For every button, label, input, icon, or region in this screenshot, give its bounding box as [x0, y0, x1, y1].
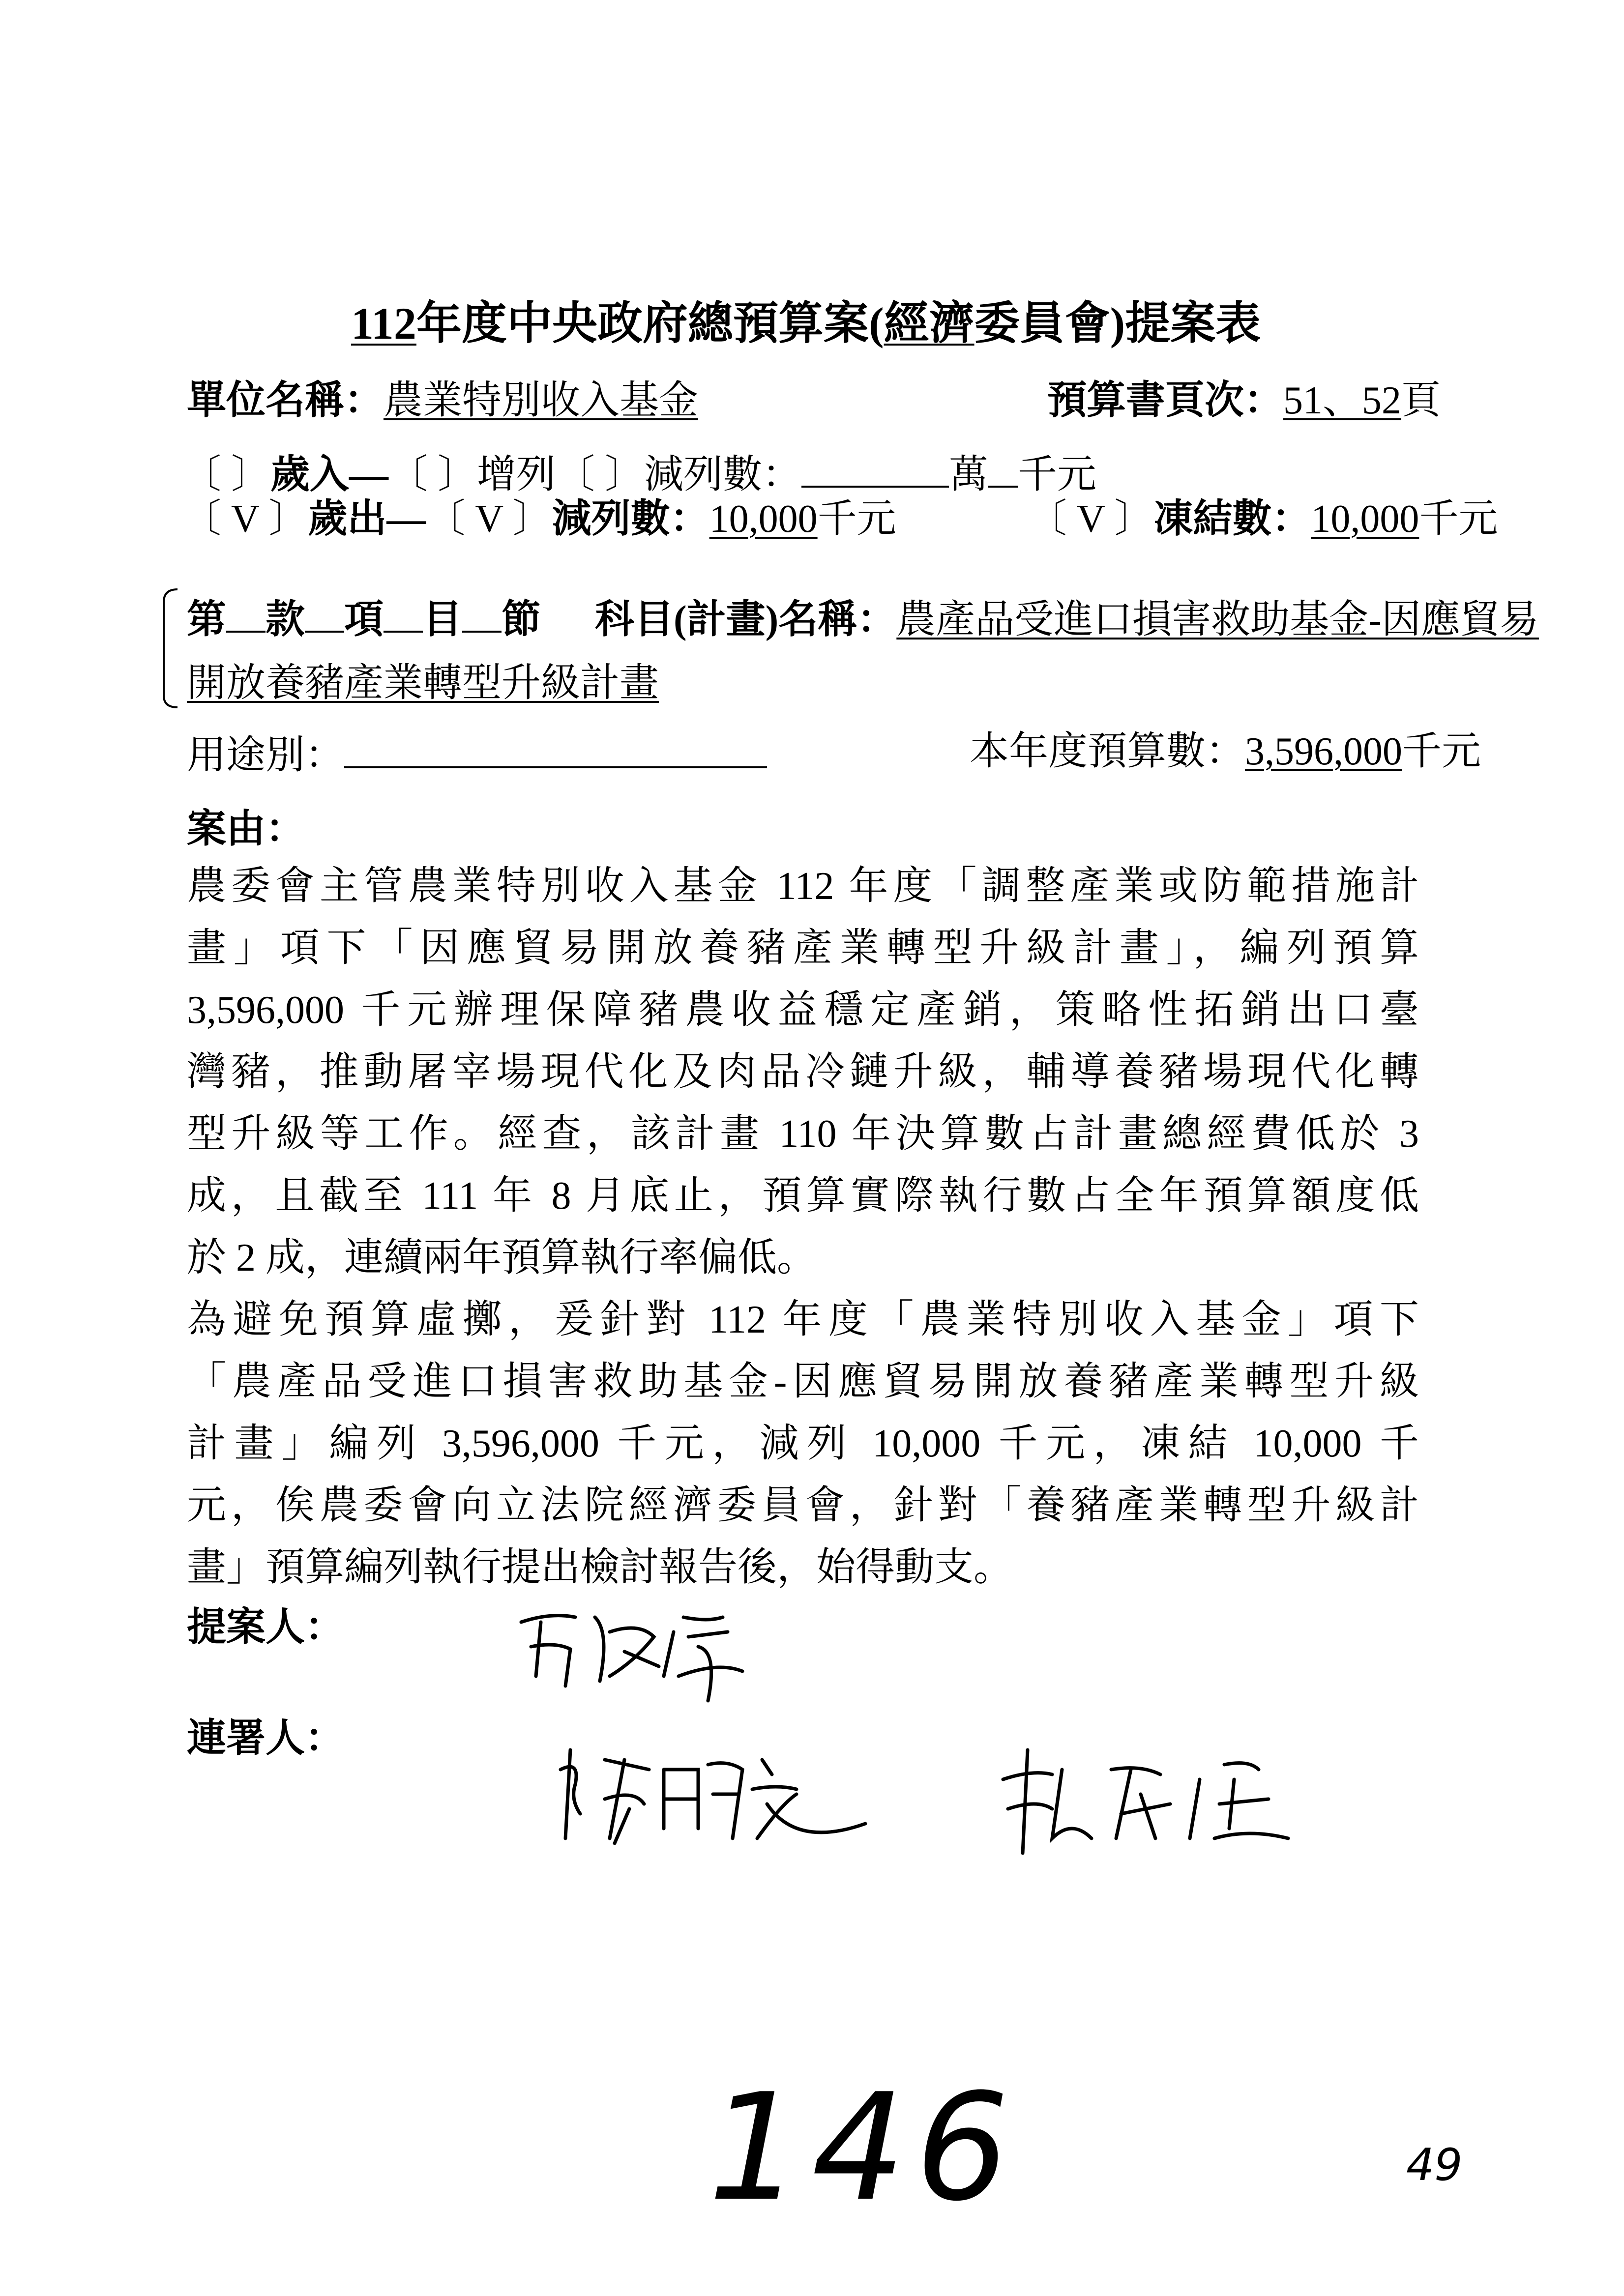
title-committee: 經濟: [884, 298, 974, 349]
proposer-signature: [511, 1602, 767, 1730]
usage-blank: [344, 732, 767, 768]
subject-di: 第: [187, 598, 226, 641]
proposer-label: 提案人：: [187, 1606, 344, 1649]
annual-budget-unit: 千元: [1402, 730, 1481, 773]
subject-bracket: [160, 587, 179, 710]
expense-decrease-checkbox: 〔 V 〕: [426, 497, 552, 541]
reason-line: 於 2 成，連續兩年預算執行率偏低。: [187, 1236, 816, 1279]
reason-line: 灣豬，推動屠宰場現代化及肉品冷鏈升級，輔導養豬場現代化轉: [187, 1050, 1419, 1094]
budget-page-field: [1047, 381, 1441, 420]
subject-row-2: [187, 664, 659, 703]
revenue-row: [182, 451, 1096, 494]
reason-line: 3,596,000 千元辦理保障豬農收益穩定產銷，策略性拓銷出口臺: [187, 988, 1419, 1032]
freeze-field: [1028, 499, 1498, 539]
subject-label: 科目(計畫)名稱：: [595, 598, 897, 641]
wan-label: 萬: [949, 453, 988, 496]
subject-value-line1: 農產品受進口損害救助基金-因應貿易: [896, 598, 1539, 641]
handwritten-page-number: 49: [1406, 2139, 1463, 2191]
subject-row: [187, 596, 1539, 639]
reason-label: 案由：: [187, 808, 305, 851]
unit-value: 農業特別收入基金: [384, 379, 698, 422]
decrease-label: 減列數：: [644, 453, 801, 496]
reason-line: 為避免預算虛擲，爰針對 112 年度「農業特別收入基金」項下: [187, 1298, 1419, 1341]
unit-label: 單位名稱：: [187, 379, 384, 422]
increase-checkbox: 〔 〕: [388, 453, 477, 496]
subject-xiang: 項: [344, 598, 384, 641]
increase-label: 增列: [477, 453, 556, 496]
expense-label: 歲出—: [308, 497, 426, 541]
expense-decrease-value: 10,000: [709, 497, 818, 541]
subject-kuan: 款: [266, 598, 305, 641]
wan-blank: [801, 451, 949, 488]
unit-field: [187, 381, 698, 420]
annual-budget-label: 本年度預算數：: [970, 730, 1245, 773]
blank: [305, 596, 344, 633]
annual-budget-value: 3,596,000: [1245, 730, 1402, 773]
annual-budget-field: [970, 732, 1481, 771]
budget-page-suffix: 頁: [1401, 379, 1441, 422]
freeze-checkbox: 〔 V 〕: [1028, 497, 1154, 541]
expense-decrease-label: 減列數：: [552, 497, 709, 541]
reason-line: 元，俟農委會向立法院經濟委員會，針對「養豬產業轉型升級計: [187, 1484, 1419, 1527]
handwritten-page-total: 146: [708, 2062, 1019, 2234]
revenue-label: 歲入—: [270, 453, 388, 496]
cosigner-signature-1: [551, 1740, 885, 1858]
usage-field: [187, 732, 767, 775]
expense-row: [182, 499, 896, 539]
reason-line: 畫」項下「因應貿易開放養豬產業轉型升級計畫」，編列預算: [187, 927, 1419, 970]
budget-page-value: 51、52: [1283, 379, 1401, 422]
expense-decrease-unit: 千元: [817, 497, 896, 541]
title-text: 年度中央政府總預算案(: [416, 298, 884, 349]
blank: [226, 596, 266, 633]
reason-line: 成，且截至 111 年 8 月底止，預算實際執行數占全年預算額度低: [187, 1174, 1419, 1218]
freeze-value: 10,000: [1311, 497, 1419, 541]
title-year: 112: [351, 298, 416, 349]
thousand-blank: [988, 451, 1018, 488]
subject-mu: 目: [423, 598, 462, 641]
budget-page-label: 預算書頁次：: [1047, 379, 1283, 422]
decrease-checkbox: 〔 〕: [556, 453, 644, 496]
freeze-unit: 千元: [1419, 497, 1498, 541]
reason-line: 農委會主管農業特別收入基金 112 年度「調整產業或防範措施計: [187, 865, 1419, 908]
document-title: [351, 298, 1261, 349]
revenue-unit: 千元: [1018, 453, 1096, 496]
reason-line: 畫」預算編列執行提出檢討報告後，始得動支。: [187, 1546, 1013, 1589]
subject-value-line2: 開放養豬產業轉型升級計畫: [187, 662, 659, 705]
reason-line: 計畫」編列 3,596,000 千元，減列 10,000 千元，凍結 10,000 千: [187, 1422, 1419, 1465]
revenue-checkbox: 〔 〕: [182, 453, 270, 496]
cosigners-label: 連署人：: [187, 1717, 344, 1760]
cosigner-signature-2: [993, 1740, 1308, 1868]
subject-jie: 節: [502, 598, 541, 641]
title-text-end: 委員會)提案表: [974, 298, 1261, 349]
reason-line: 「農產品受進口損害救助基金-因應貿易開放養豬產業轉型升級: [187, 1360, 1419, 1403]
blank: [462, 596, 502, 633]
freeze-label: 凍結數：: [1153, 497, 1311, 541]
expense-checkbox: 〔 V 〕: [182, 497, 308, 541]
reason-line: 型升級等工作。經查，該計畫 110 年決算數占計畫總經費低於 3: [187, 1112, 1419, 1156]
blank: [384, 596, 423, 633]
usage-label: 用途別：: [187, 734, 344, 777]
